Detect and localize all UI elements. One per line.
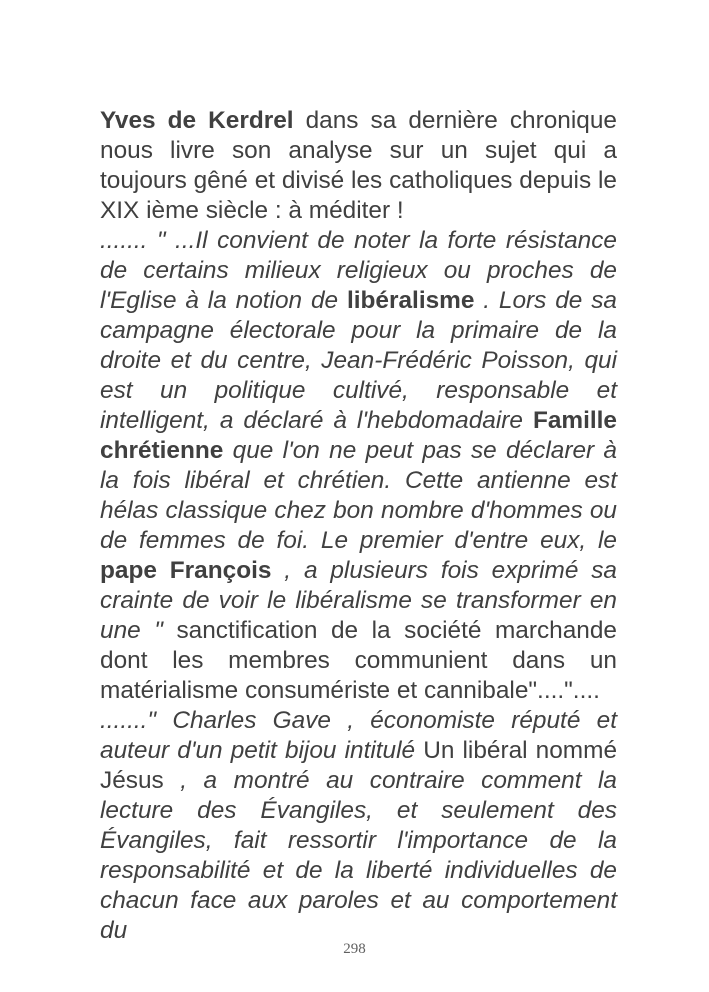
- text-run: , a montré au contraire comment la lecture des Évangiles, et seulement des Évangiles, fait ressortir l'importance de la responsabilité et de la liberté individuelles de chacun face aux paroles et au comportement du: [100, 767, 617, 944]
- paragraph: [100, 106, 617, 226]
- text-run: dans sa dernière chronique nous livre son analyse sur un sujet qui a toujours gêné et divisé les catholiques depuis le XIX ième siècle : à méditer !: [100, 107, 617, 224]
- text-run: , a plusieurs fois exprimé sa crainte de voir le libéralisme se transformer en une ": [100, 557, 617, 644]
- text-run: ....... " ...Il convient de noter la forte résistance de certains milieux religieux ou proches de l'Eglise à la notion de: [100, 227, 617, 314]
- text-run: ......." Charles Gave , économiste réputé et auteur d'un petit bijou intitulé: [100, 707, 617, 764]
- text-run: pape François: [100, 557, 272, 584]
- page-number: 298: [343, 941, 366, 957]
- text-run: que l'on ne peut pas se déclarer à la fois libéral et chrétien. Cette antienne est hélas classique chez bon nombre d'hommes ou de femmes de foi. Le premier d'entre eux, le: [100, 437, 617, 554]
- text-run: Famille chrétienne: [100, 407, 617, 464]
- paragraph: [100, 706, 617, 946]
- text-run: libéralisme: [346, 287, 475, 314]
- text-block: [100, 106, 617, 946]
- text-run: Un libéral nommé Jésus: [100, 737, 618, 794]
- text-run: sanctification de la société marchande dont les membres communient dans un matérialisme consumériste et cannibale"...."....: [100, 617, 618, 704]
- text-run: Yves de Kerdrel: [100, 107, 294, 134]
- text-run: . Lors de sa campagne électorale pour la primaire de la droite et du centre, Jean-Frédéric Poisson, qui est un politique cultivé, responsable et intelligent, a déclaré à l'hebdomadaire: [100, 287, 617, 434]
- paragraph: [100, 226, 617, 706]
